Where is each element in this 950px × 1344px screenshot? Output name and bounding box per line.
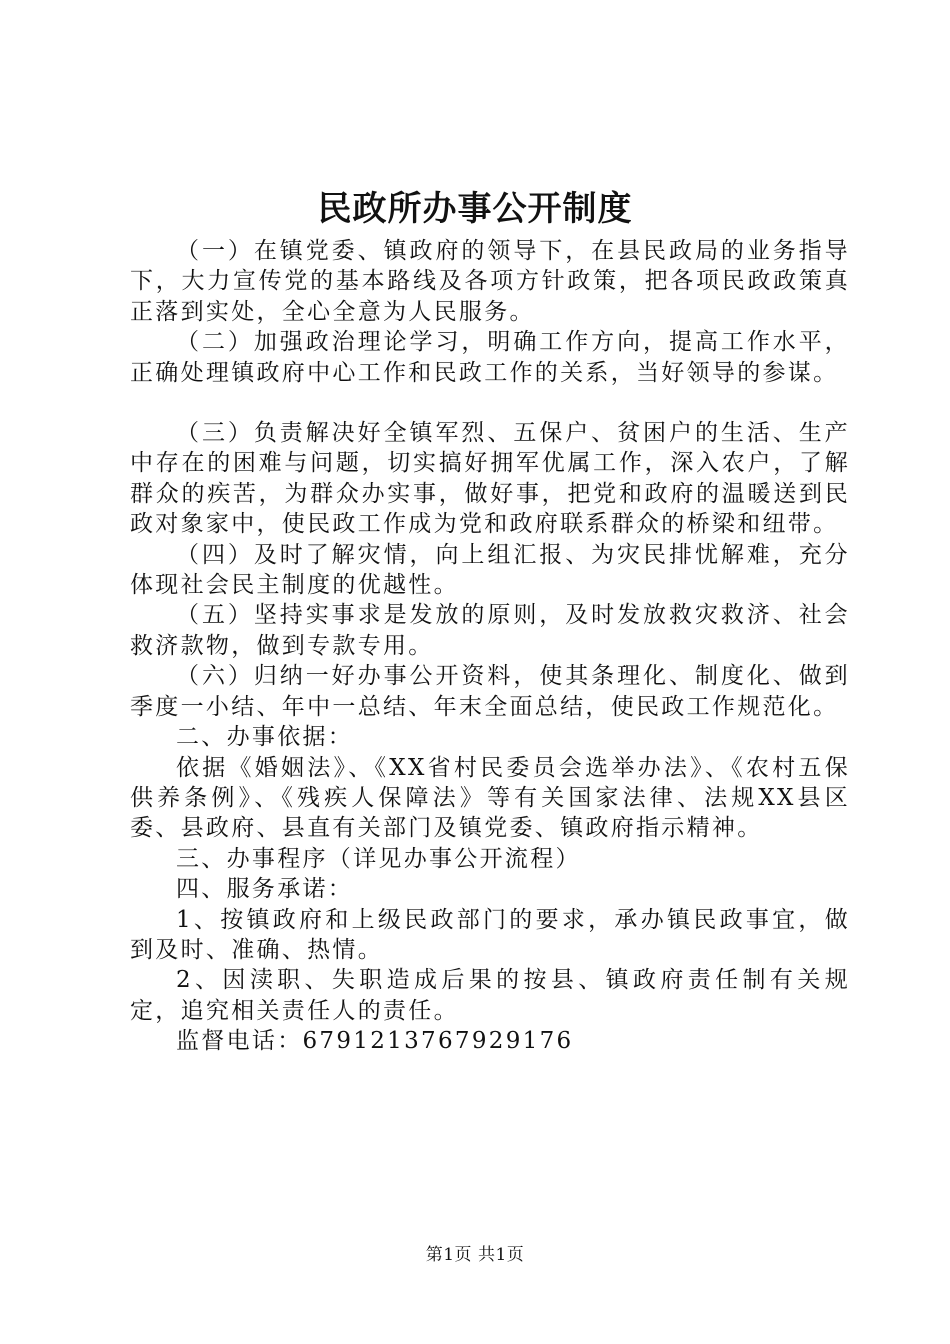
paragraph-commitment-1: 1、按镇政府和上级民政部门的要求，承办镇民政事宜，做到及时、准确、热情。 bbox=[130, 906, 850, 963]
paragraph-duty-6: （六）归纳一好办事公开资料，使其条理化、制度化、做到季度一小结、年中一总结、年末全面总结，使民政工作规范化。 bbox=[130, 663, 850, 720]
paragraph-basis: 依据《婚姻法》、《XX省村民委员会选举办法》、《农村五保供养条例》、《残疾人保障法》等有关国家法律、法规XX县区委、县政府、县直有关部门及镇党委、镇政府指示精神。 bbox=[130, 754, 850, 842]
paragraph-duty-3: （三）负责解决好全镇军烈、五保户、贫困户的生活、生产中存在的困难与问题，切实搞好拥军优属工作，深入农户，了解群众的疾苦，为群众办实事，做好事，把党和政府的温暖送到民政对象家中，使民政工作成为党和政府联系群众的桥梁和纽带。 bbox=[130, 420, 850, 538]
section-heading-procedure: 三、办事程序（详见办事公开流程） bbox=[176, 845, 581, 872]
section-heading-basis: 二、办事依据： bbox=[176, 724, 354, 751]
document-body bbox=[130, 236, 850, 1057]
section-heading-commitment: 四、服务承诺： bbox=[176, 876, 354, 903]
paragraph-duty-5: （五）坚持实事求是发放的原则，及时发放救灾救济、社会救济款物，做到专款专用。 bbox=[130, 602, 850, 659]
page-footer: 第1页 共1页 bbox=[425, 1245, 525, 1265]
document-title: 民政所办事公开制度 bbox=[317, 189, 633, 229]
paragraph-duty-2: （二）加强政治理论学习，明确工作方向，提高工作水平，正确处理镇政府中心工作和民政工作的关系，当好领导的参谋。 bbox=[130, 329, 850, 386]
supervision-phone: 监督电话：6791213767929176 bbox=[176, 1028, 574, 1055]
paragraph-duty-4: （四）及时了解灾情，向上组汇报、为灾民排忧解难，充分体现社会民主制度的优越性。 bbox=[130, 541, 850, 599]
paragraph-commitment-2: 2、因渎职、失职造成后果的按县、镇政府责任制有关规定，追究相关责任人的责任。 bbox=[130, 967, 850, 1024]
paragraph-duty-1: （一）在镇党委、镇政府的领导下，在县民政局的业务指导下，大力宣传党的基本路线及各项方针政策，把各项民政政策真正落到实处，全心全意为人民服务。 bbox=[130, 238, 850, 325]
